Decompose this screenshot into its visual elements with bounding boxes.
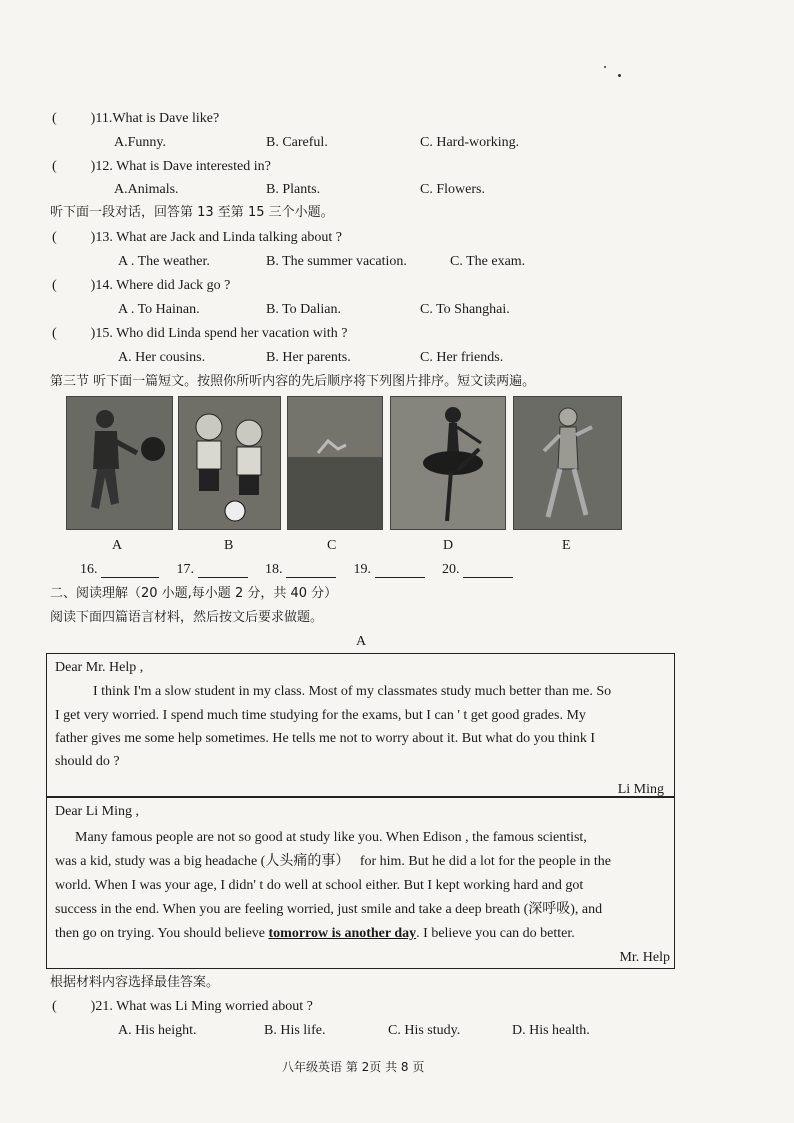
q14-option-c[interactable]: C. To Shanghai. <box>420 302 510 317</box>
question-stem: 12. What is Dave interested in? <box>95 159 271 174</box>
blank-number-20: 20. <box>442 562 460 577</box>
passage-label: A <box>356 634 367 649</box>
letter-line: world. When I was your age, I didn' t do well at school either. But I kept working hard and got <box>55 878 584 893</box>
part-2-instruction: 阅读下面四篇语言材料，然后按文后要求做题。 <box>50 610 324 625</box>
question-21 <box>52 998 313 1016</box>
blank-number-17: 17. <box>176 562 194 577</box>
q21-option-c[interactable]: C. His study. <box>388 1023 461 1038</box>
part-2-title: 二、阅读理解（20 小题,每小题 2 分，共 40 分） <box>50 586 338 601</box>
letter-signature: Li Ming <box>617 782 664 797</box>
answer-blank-16[interactable] <box>101 563 159 578</box>
q21-option-d[interactable]: D. His health. <box>512 1023 590 1038</box>
letter-line: Many famous people are not so good at study like you. When Edison , the famous scientist, <box>75 830 587 845</box>
answer-paren-open[interactable]: ( <box>52 999 57 1014</box>
q21-option-a[interactable]: A. His height. <box>118 1023 197 1038</box>
question-stem: 13. What are Jack and Linda talking about ? <box>95 230 342 245</box>
underlined-phrase: tomorrow is another day <box>268 926 417 941</box>
q14-option-b[interactable]: B. To Dalian. <box>266 302 341 317</box>
picture-d-dancer <box>390 396 506 530</box>
question-stem: 21. What was Li Ming worried about ? <box>95 999 313 1014</box>
picture-label-d: D <box>443 538 454 553</box>
question-stem: 11.What is Dave like? <box>95 111 220 126</box>
picture-a-boy-football <box>66 396 173 530</box>
ordering-blanks <box>80 562 513 578</box>
picture-label-b: B <box>224 538 234 553</box>
q12-option-a[interactable]: A.Animals. <box>114 182 179 197</box>
running-man-illustration <box>514 397 621 529</box>
q15-option-a[interactable]: A. Her cousins. <box>118 350 206 365</box>
q11-option-b[interactable]: B. Careful. <box>266 135 328 150</box>
letter-from-mr-help <box>46 797 675 969</box>
question-15 <box>52 325 347 343</box>
question-12 <box>52 158 271 176</box>
answer-blank-19[interactable] <box>375 563 425 578</box>
letter-line: I get very worried. I spend much time studying for the exams, but I can ' t get good grades. My <box>55 708 586 723</box>
q14-option-a[interactable]: A . To Hainan. <box>118 302 200 317</box>
answer-paren-open[interactable]: ( <box>52 326 57 341</box>
letter-text: then go on trying. You should believe <box>55 926 265 941</box>
answer-instruction: 根据材料内容选择最佳答案。 <box>50 975 220 990</box>
section-instruction: 听下面一段对话，回答第 13 至第 15 三个小题。 <box>50 205 334 220</box>
question-14 <box>52 277 230 295</box>
question-11 <box>52 110 219 128</box>
blank-number-16: 16. <box>80 562 98 577</box>
blank-number-19: 19. <box>353 562 371 577</box>
picture-label-c: C <box>327 538 337 553</box>
ink-speck <box>604 66 606 68</box>
q15-option-b[interactable]: B. Her parents. <box>266 350 351 365</box>
swimmer-in-water-illustration <box>288 397 382 529</box>
letter-line <box>55 922 575 946</box>
boy-kicking-ball-illustration <box>67 397 172 529</box>
ink-speck <box>618 74 621 77</box>
ballet-dancer-illustration <box>391 397 505 529</box>
letter-signature: Mr. Help <box>619 950 670 965</box>
picture-e-running-man <box>513 396 622 530</box>
letter-line: should do ? <box>55 754 120 769</box>
q15-option-c[interactable]: C. Her friends. <box>420 350 504 365</box>
letter-greeting: Dear Li Ming , <box>55 804 139 819</box>
answer-paren-close: ) <box>90 999 96 1014</box>
q11-option-c[interactable]: C. Hard-working. <box>420 135 520 150</box>
letter-line: success in the end. When you are feeling worried, just smile and take a deep breath (深呼吸), and <box>55 902 603 917</box>
page-footer: 八年级英语 第 2页 共 8 页 <box>282 1060 425 1074</box>
answer-paren-close: ) <box>90 111 96 126</box>
blank-number-18: 18. <box>265 562 283 577</box>
question-stem: 15. Who did Linda spend her vacation with ? <box>95 326 348 341</box>
two-boys-with-ball-illustration <box>179 397 280 529</box>
section-3-instruction: 第三节 听下面一篇短文。按照你所听内容的先后顺序将下列图片排序。短文读两遍。 <box>50 374 536 389</box>
letter-line: father gives me some help sometimes. He tells me not to worry about it. But what do you think I <box>55 731 596 746</box>
letter-text: . I believe you can do better. <box>416 926 575 941</box>
q12-option-b[interactable]: B. Plants. <box>266 182 321 197</box>
letter-greeting: Dear Mr. Help , <box>55 660 144 675</box>
q13-option-b[interactable]: B. The summer vacation. <box>266 254 407 269</box>
q11-option-a[interactable]: A.Funny. <box>114 135 166 150</box>
picture-c-swimmer <box>287 396 383 530</box>
answer-blank-18[interactable] <box>286 563 336 578</box>
q21-option-b[interactable]: B. His life. <box>264 1023 326 1038</box>
answer-paren-open[interactable]: ( <box>52 159 57 174</box>
question-13 <box>52 229 342 247</box>
answer-paren-close: ) <box>90 159 96 174</box>
answer-paren-open[interactable]: ( <box>52 111 57 126</box>
answer-paren-close: ) <box>90 326 96 341</box>
answer-blank-17[interactable] <box>198 563 248 578</box>
answer-paren-open[interactable]: ( <box>52 230 57 245</box>
picture-label-a: A <box>112 538 123 553</box>
q13-option-a[interactable]: A . The weather. <box>118 254 210 269</box>
letter-line <box>55 850 611 874</box>
letter-text: was a kid, study was a big headache (人头痛的事） <box>55 854 350 869</box>
q13-option-c[interactable]: C. The exam. <box>450 254 526 269</box>
answer-blank-20[interactable] <box>463 563 513 578</box>
q12-option-c[interactable]: C. Flowers. <box>420 182 485 197</box>
picture-b-two-boys <box>178 396 281 530</box>
letter-from-li-ming <box>46 653 675 797</box>
answer-paren-close: ) <box>90 278 96 293</box>
answer-paren-close: ) <box>90 230 96 245</box>
picture-label-e: E <box>562 538 571 553</box>
question-stem: 14. Where did Jack go ? <box>95 278 231 293</box>
answer-paren-open[interactable]: ( <box>52 278 57 293</box>
letter-line: I think I'm a slow student in my class. Most of my classmates study much better than me. So <box>93 684 612 699</box>
letter-text: for him. But he did a lot for the people in the <box>359 854 611 869</box>
